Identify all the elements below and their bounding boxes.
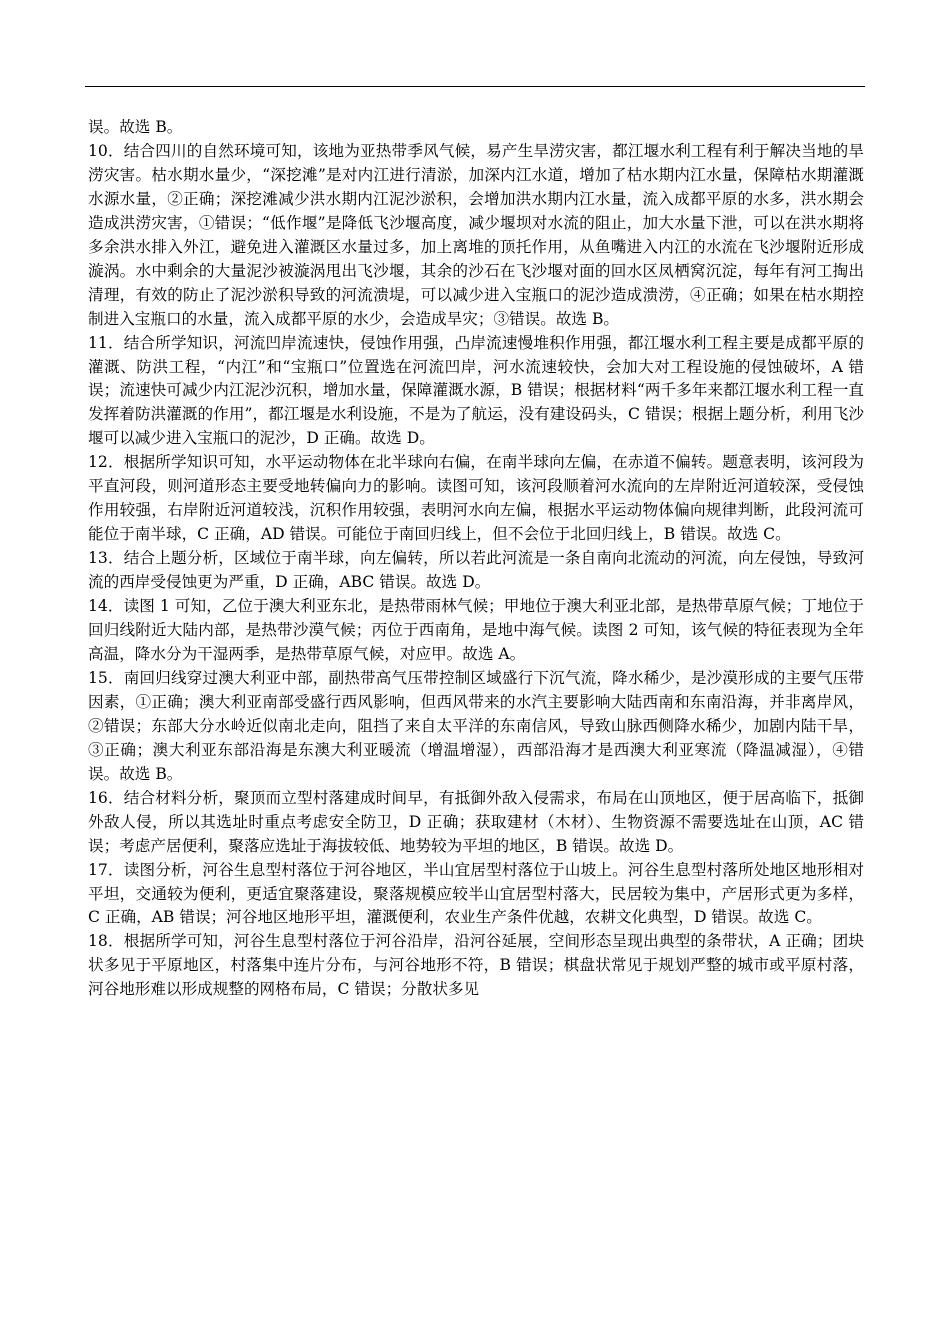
paragraph-continuation: 误。故选 B。	[88, 118, 183, 136]
paragraph-q10: 10．结合四川的自然环境可知，该地为亚热带季风气候，易产生旱涝灾害，都江堰水利工程有利于解决当地的旱涝灾害。枯水期水量少，“深挖滩”是对内江进行清淤，加深内江水道，增加了枯水期内江水量，保障枯水期灌溉水源水量，②正确；深挖滩减少洪水期内江泥沙淤积，会增加洪水期内江水量，流入成都平原的水多，洪水期会造成洪涝灾害，①错误；“低作堰”是降低飞沙堰高度，减少堰坝对水流的阻止，加大水量下泄，可以在洪水期将多余洪水排入外江，避免进入灌溉区水量过多，加上离堆的顶托作用，从鱼嘴进入内江的水流在飞沙堰附近形成漩涡。水中剩余的大量泥沙被漩涡甩出飞沙堰，其余的沙石在飞沙堰对面的回水区凤栖窝沉淀，每年有河工掏出清理，有效的防止了泥沙淤积导致的河流溃堤，可以减少进入宝瓶口的泥沙造成溃涝，④正确；如果在枯水期控制进入宝瓶口的水量，流入成都平原的水少，会造成旱灾；③错误。故选 B。	[88, 141, 864, 328]
paragraph-q18: 18．根据所学可知，河谷生息型村落位于河谷沿岸，沿河谷延展，空间形态呈现出典型的条带状，A 正确；团块状多见于平原地区，村落集中连片分布，与河谷地形不符，B 错误；棋盘状常见于规划严整的城市或平原村落，河谷地形难以形成规整的网格布局，C 错误；分散状多见	[88, 932, 864, 999]
paragraph-q17: 17．读图分析，河谷生息型村落位于河谷地区，半山宜居型村落位于山坡上。河谷生息型村落所处地区地形相对平坦，交通较为便利，更适宜聚落建设，聚落规模应较半山宜居型村落大，民居较为集中，产居形式更为多样，C 正确，AB 错误；河谷地区地形平坦，灌溉便利，农业生产条件优越，农耕文化典型，D 错误。故选 C。	[88, 860, 864, 927]
paragraph-q11: 11．结合所学知识，河流凹岸流速快，侵蚀作用强，凸岸流速慢堆积作用强，都江堰水利工程主要是成都平原的灌溉、防洪工程，“内江”和“宝瓶口”位置选在河流凹岸，河水流速较快，会加大对工程设施的侵蚀破坏，A 错误；流速快可减少内江泥沙沉积，增加水量，保障灌溉水源，B 错误；根据材料“两千多年来都江堰水利工程一直发挥着防洪灌溉的作用”，都江堰是水利设施，不是为了航运，没有建设码头，C 错误；根据上题分析，利用飞沙堰可以减少进入宝瓶口的泥沙，D 正确。故选 D。	[88, 333, 864, 448]
paragraph-q12: 12．根据所学知识可知，水平运动物体在北半球向右偏，在南半球向左偏，在赤道不偏转。题意表明，该河段为平直河段，则河道形态主要受地转偏向力的影响。读图可知，该河段顺着河水流向的左岸附近河道较深，受侵蚀作用较强，右岸附近河道较浅，沉积作用较强，表明河水向左偏，根据水平运动物体偏向规律判断，此段河流可能位于南半球，C 正确，AD 错误。可能位于南回归线上，但不会位于北回归线上，B 错误。故选 C。	[88, 453, 864, 544]
paragraph-q13: 13．结合上题分析，区域位于南半球，向左偏转，所以若此河流是一条自南向北流动的河流，向左侵蚀，导致河流的西岸受侵蚀更为严重，D 正确，ABC 错误。故选 D。	[88, 549, 864, 592]
paragraph-q15: 15．南回归线穿过澳大利亚中部，副热带高气压带控制区域盛行下沉气流，降水稀少，是沙漠形成的主要气压带因素，①正确；澳大利亚南部受盛行西风影响，但西风带来的水汽主要影响大陆西南和东南沿海，并非离岸风，②错误；东部大分水岭近似南北走向，阻挡了来自太平洋的东南信风，导致山脉西侧降水稀少，加剧内陆干旱，③正确；澳大利亚东部沿海是东澳大利亚暖流（增温增湿），西部沿海才是西澳大利亚寒流（降温减湿），④错误。故选 B。	[88, 668, 864, 783]
paragraph-q16: 16．结合材料分析，聚顶而立型村落建成时间早，有抵御外敌入侵需求，布局在山顶地区，便于居高临下，抵御外敌人侵，所以其选址时重点考虑安全防卫，D 正确；获取建材（木材）、生物资源不需要选址在山顶，AC 错误；考虑产居便利，聚落应选址于海拔较低、地势较为平坦的地区，B 错误。故选 D。	[88, 788, 864, 855]
paragraph-q14: 14．读图 1 可知，乙位于澳大利亚东北，是热带雨林气候；甲地位于澳大利亚北部，是热带草原气候；丁地位于回归线附近大陆内部，是热带沙漠气候；丙位于西南角，是地中海气候。读图 2 可知，该气候的特征表现为全年高温，降水分为干湿两季，是热带草原气候，对应甲。故选 A。	[88, 597, 864, 663]
header-rule	[85, 86, 865, 87]
answer-explanations	[88, 116, 864, 1002]
